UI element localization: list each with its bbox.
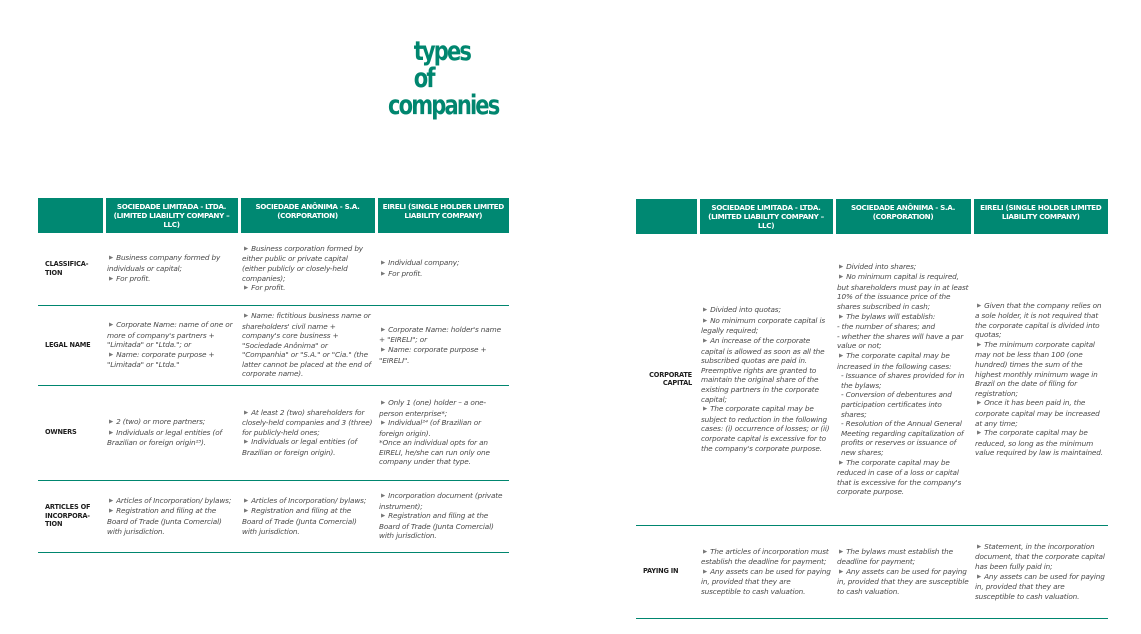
cell-ltda xyxy=(698,234,834,525)
cell-ltda xyxy=(104,233,239,305)
page-title xyxy=(388,36,499,121)
list-item: ▶ Individual company; xyxy=(381,258,460,268)
cell-sa xyxy=(239,385,376,480)
list-item: ▶ The corporate capital may be increased in the following cases: xyxy=(837,350,952,371)
list-item: ▶ The bylaws must establish the deadline for payment; xyxy=(837,546,953,567)
cell-eireli xyxy=(376,480,509,552)
list-item: ▶ Any assets can be used for paying in, provided that they are susceptible to cash valuation. xyxy=(975,571,1105,601)
cell-eireli xyxy=(376,385,509,480)
cell-eireli xyxy=(376,305,509,385)
page-title-line-2: companies xyxy=(388,90,499,121)
list-item: ▶ The corporate capital may be reduced, so long as the minimum value required by law is maintained. xyxy=(975,428,1103,458)
cell-sa xyxy=(834,234,972,525)
list-item: ▶ Divided into shares; xyxy=(839,261,917,271)
bullet-arrow-icon: ▶ xyxy=(109,351,114,358)
company-types-table-right xyxy=(636,199,1108,619)
table-row-articles xyxy=(38,480,509,552)
header-ltda: SOCIEDADE LIMITADA - LTDA. (LIMITED LIABILITY COMPANY – LLC) xyxy=(104,198,239,233)
table-row-owners xyxy=(38,385,509,480)
list-item: ▶ Registration and filing at the Board of Trade (Junta Comercial) with jurisdiction. xyxy=(242,506,357,536)
cell-ltda xyxy=(104,305,239,385)
list-item: ▶ Name: corporate purpose + "EIRELI". xyxy=(379,345,487,365)
table-row-legal-name xyxy=(38,305,509,385)
bullet-arrow-icon: ▶ xyxy=(381,420,386,427)
bullet-arrow-icon: ▶ xyxy=(109,429,114,436)
cell-ltda xyxy=(104,480,239,552)
company-types-table-left xyxy=(38,198,509,553)
bullet-arrow-icon: ▶ xyxy=(703,568,708,575)
bullet-arrow-icon: ▶ xyxy=(381,326,386,333)
bullet-arrow-icon: ▶ xyxy=(109,508,114,515)
table-row-corporate-capital xyxy=(636,234,1108,525)
bullet-arrow-icon: ▶ xyxy=(109,255,114,262)
row-label: OWNERS xyxy=(38,385,104,480)
list-item: ▶ The articles of incorporation must establish the deadline for payment; xyxy=(701,546,829,567)
sub-item: - the number of shares; and xyxy=(837,322,936,332)
list-item: ▶ Given that the company relies on a sole holder, it is not required that the corporate capital is divided into quotas; xyxy=(975,300,1102,340)
list-item: ▶ Business company formed by individuals or capital; xyxy=(107,253,221,273)
list-item: ▶ Articles of Incorporation/ bylaws; xyxy=(244,495,367,505)
list-item: ▶ Statement, in the incorporation document, that the corporate capital has been fully paid in; xyxy=(975,541,1105,571)
cell-sa xyxy=(239,233,376,305)
row-label: ARTICLES OF INCORPORA-TION xyxy=(38,480,104,552)
header-eireli: EIRELI (SINGLE HOLDER LIMITED LIABILITY COMPANY) xyxy=(972,199,1108,234)
cell-ltda xyxy=(698,525,834,618)
list-item: ▶ Registration and filing at the Board of Trade (Junta Comercial) with jurisdiction. xyxy=(107,506,222,536)
bullet-arrow-icon: ▶ xyxy=(381,347,386,353)
bullet-arrow-icon: ▶ xyxy=(244,497,249,504)
bullet-arrow-icon: ▶ xyxy=(109,275,114,282)
bullet-arrow-icon: ▶ xyxy=(381,493,386,500)
bullet-arrow-icon: ▶ xyxy=(839,274,844,281)
bullet-arrow-icon: ▶ xyxy=(839,548,844,555)
list-item: ▶ For profit. xyxy=(109,273,151,283)
list-item: ▶ Individuals or legal entities (of Brazilian or foreign origin). xyxy=(242,437,357,457)
header-sa: SOCIEDADE ANÔNIMA - S.A. (CORPORATION) xyxy=(239,198,376,233)
page-title-line-1: types of xyxy=(413,36,471,94)
bullet-arrow-icon: ▶ xyxy=(703,406,708,413)
header-ltda: SOCIEDADE LIMITADA - LTDA. (LIMITED LIABILITY COMPANY – LLC) xyxy=(698,199,834,234)
bullet-arrow-icon: ▶ xyxy=(977,573,982,580)
list-item: ▶ Only 1 (one) holder – a one-person enterprise*; xyxy=(379,397,487,418)
list-item: ▶ The corporate capital may be subject to reduction in the following cases: (i) occurrence of losses; or (ii) corporate capital is excessive for to the company's corporate purpose. xyxy=(701,404,830,453)
header-empty-cell xyxy=(38,198,104,233)
sub-item: - Issuance of shares provided for in the bylaws; xyxy=(841,371,965,390)
list-item: ▶ No minimum corporate capital is legally required; xyxy=(701,315,825,336)
bullet-arrow-icon: ▶ xyxy=(244,245,249,252)
row-label: LEGAL NAME xyxy=(38,305,104,385)
list-item: ▶ For profit. xyxy=(244,283,286,293)
bullet-arrow-icon: ▶ xyxy=(244,508,249,515)
sub-item: - Resolution of the Annual General Meeting regarding capitalization of profits or reserves or issuance of new shares; xyxy=(841,419,964,457)
list-item: ▶ Name: corporate purpose + "Limitada" or "Ltda." xyxy=(107,349,215,370)
bullet-arrow-icon: ▶ xyxy=(703,338,708,345)
bullet-arrow-icon: ▶ xyxy=(109,419,114,426)
list-item: ▶ Once it has been paid in, the corporate capital may be increased at any time; xyxy=(975,398,1100,428)
bullet-arrow-icon: ▶ xyxy=(244,312,249,319)
bullet-arrow-icon: ▶ xyxy=(703,317,708,324)
list-item: ▶ Registration and filing at the Board of Trade (Junta Comercial) with jurisdiction. xyxy=(379,511,494,541)
bullet-arrow-icon: ▶ xyxy=(244,285,249,292)
list-item: ▶ For profit. xyxy=(381,268,423,278)
bullet-arrow-icon: ▶ xyxy=(109,322,114,329)
bullet-arrow-icon: ▶ xyxy=(244,439,249,446)
bullet-arrow-icon: ▶ xyxy=(381,513,386,520)
cell-eireli xyxy=(376,233,509,305)
header-sa: SOCIEDADE ANÔNIMA - S.A. (CORPORATION) xyxy=(834,199,972,234)
row-label: CORPORATE CAPITAL xyxy=(636,234,698,525)
list-item: ▶ At least 2 (two) shareholders for closely-held companies and 3 (three) for publicly-held ones; xyxy=(242,407,373,437)
cell-eireli xyxy=(972,234,1108,525)
bullet-arrow-icon: ▶ xyxy=(839,459,844,466)
cell-ltda xyxy=(104,385,239,480)
list-item: ▶ Name: fictitious business name or shareholders' civil name + company's core business + "Sociedade Anônima" or "Companhia" or "S.A." or "Cia." (the latter cannot be placed at the end of corporate name). xyxy=(242,310,371,379)
bullet-arrow-icon: ▶ xyxy=(381,260,386,267)
list-item: ▶ 2 (two) or more partners; xyxy=(109,417,206,427)
list-item: ▶ Any assets can be used for paying in, provided that they are susceptible to cash valuation. xyxy=(837,566,969,596)
cell-sa xyxy=(239,305,376,385)
list-item: ▶ Corporate Name: name of one or more of company's partners + "Limitada" or "Ltda."; or xyxy=(107,320,233,350)
row-label: CLASSIFICA-TION xyxy=(38,233,104,305)
bullet-arrow-icon: ▶ xyxy=(109,497,114,504)
bullet-arrow-icon: ▶ xyxy=(839,568,844,575)
row-label: PAYING IN xyxy=(636,525,698,618)
list-item: ▶ Any assets can be used for paying in, provided that they are susceptible to cash valuation. xyxy=(701,566,831,596)
bullet-arrow-icon: ▶ xyxy=(977,400,982,407)
bullet-arrow-icon: ▶ xyxy=(703,548,708,555)
list-item: ▶ Incorporation document (private instrument); xyxy=(379,491,503,511)
list-item: ▶ Individual²⁴ (of Brazilian or foreign origin). xyxy=(379,418,481,438)
cell-eireli xyxy=(972,525,1108,618)
list-item: ▶ Divided into quotas; xyxy=(703,305,781,315)
bullet-arrow-icon: ▶ xyxy=(977,302,982,309)
list-item: ▶ Individuals or legal entities (of Brazilian or foreign origin²³). xyxy=(107,427,222,448)
bullet-arrow-icon: ▶ xyxy=(977,341,982,348)
list-item: ▶ Corporate Name: holder's name + "EIRELI"; or xyxy=(379,324,501,345)
list-item: ▶ Business corporation formed by either public or private capital (either publicly or closely-held companies); xyxy=(242,243,363,283)
table-header-row xyxy=(38,198,509,233)
bullet-arrow-icon: ▶ xyxy=(381,399,386,406)
table-row-classification xyxy=(38,233,509,305)
header-empty-cell xyxy=(636,199,698,234)
header-eireli: EIRELI (SINGLE HOLDER LIMITED LIABILITY COMPANY) xyxy=(376,198,509,233)
list-item: ▶ The bylaws will establish: xyxy=(839,311,936,321)
list-item: ▶ No minimum capital is required, but shareholders must pay in at least 10% of the issuance price of the shares subscribed in cash; xyxy=(837,272,969,311)
list-item: ▶ The minimum corporate capital may not be less than 100 (one hundred) times the sum of the highest monthly minimum wage in Brazil on the date of filing for registration; xyxy=(975,339,1098,398)
bullet-arrow-icon: ▶ xyxy=(703,307,708,314)
bullet-arrow-icon: ▶ xyxy=(839,352,844,359)
bullet-arrow-icon: ▶ xyxy=(244,409,249,416)
bullet-arrow-icon: ▶ xyxy=(839,313,844,320)
list-item: ▶ An increase of the corporate capital is allowed as soon as all the subscribed quotas are paid in. Preemptive rights are granted to maintain the original share of the existing partners in the corporate capital; xyxy=(701,336,825,404)
sub-item: - Conversion of debentures and participation certificates into shares; xyxy=(841,390,952,419)
list-item: ▶ Articles of Incorporation/ bylaws; xyxy=(109,495,232,505)
bullet-arrow-icon: ▶ xyxy=(977,430,982,437)
bullet-arrow-icon: ▶ xyxy=(977,543,982,550)
table-header-row xyxy=(636,199,1108,234)
cell-sa xyxy=(834,525,972,618)
table-row-paying-in xyxy=(636,525,1108,618)
sub-item: - whether the shares will have a par value or not; xyxy=(837,331,964,351)
bullet-arrow-icon: ▶ xyxy=(839,263,844,270)
cell-sa xyxy=(239,480,376,552)
bullet-arrow-icon: ▶ xyxy=(381,270,386,277)
footnote: *Once an individual opts for an EIRELI, he/she can run only one company under that type. xyxy=(379,438,490,467)
list-item: ▶ The corporate capital may be reduced in case of a loss or capital that is excessive for the company's corporate purpose. xyxy=(837,457,962,497)
